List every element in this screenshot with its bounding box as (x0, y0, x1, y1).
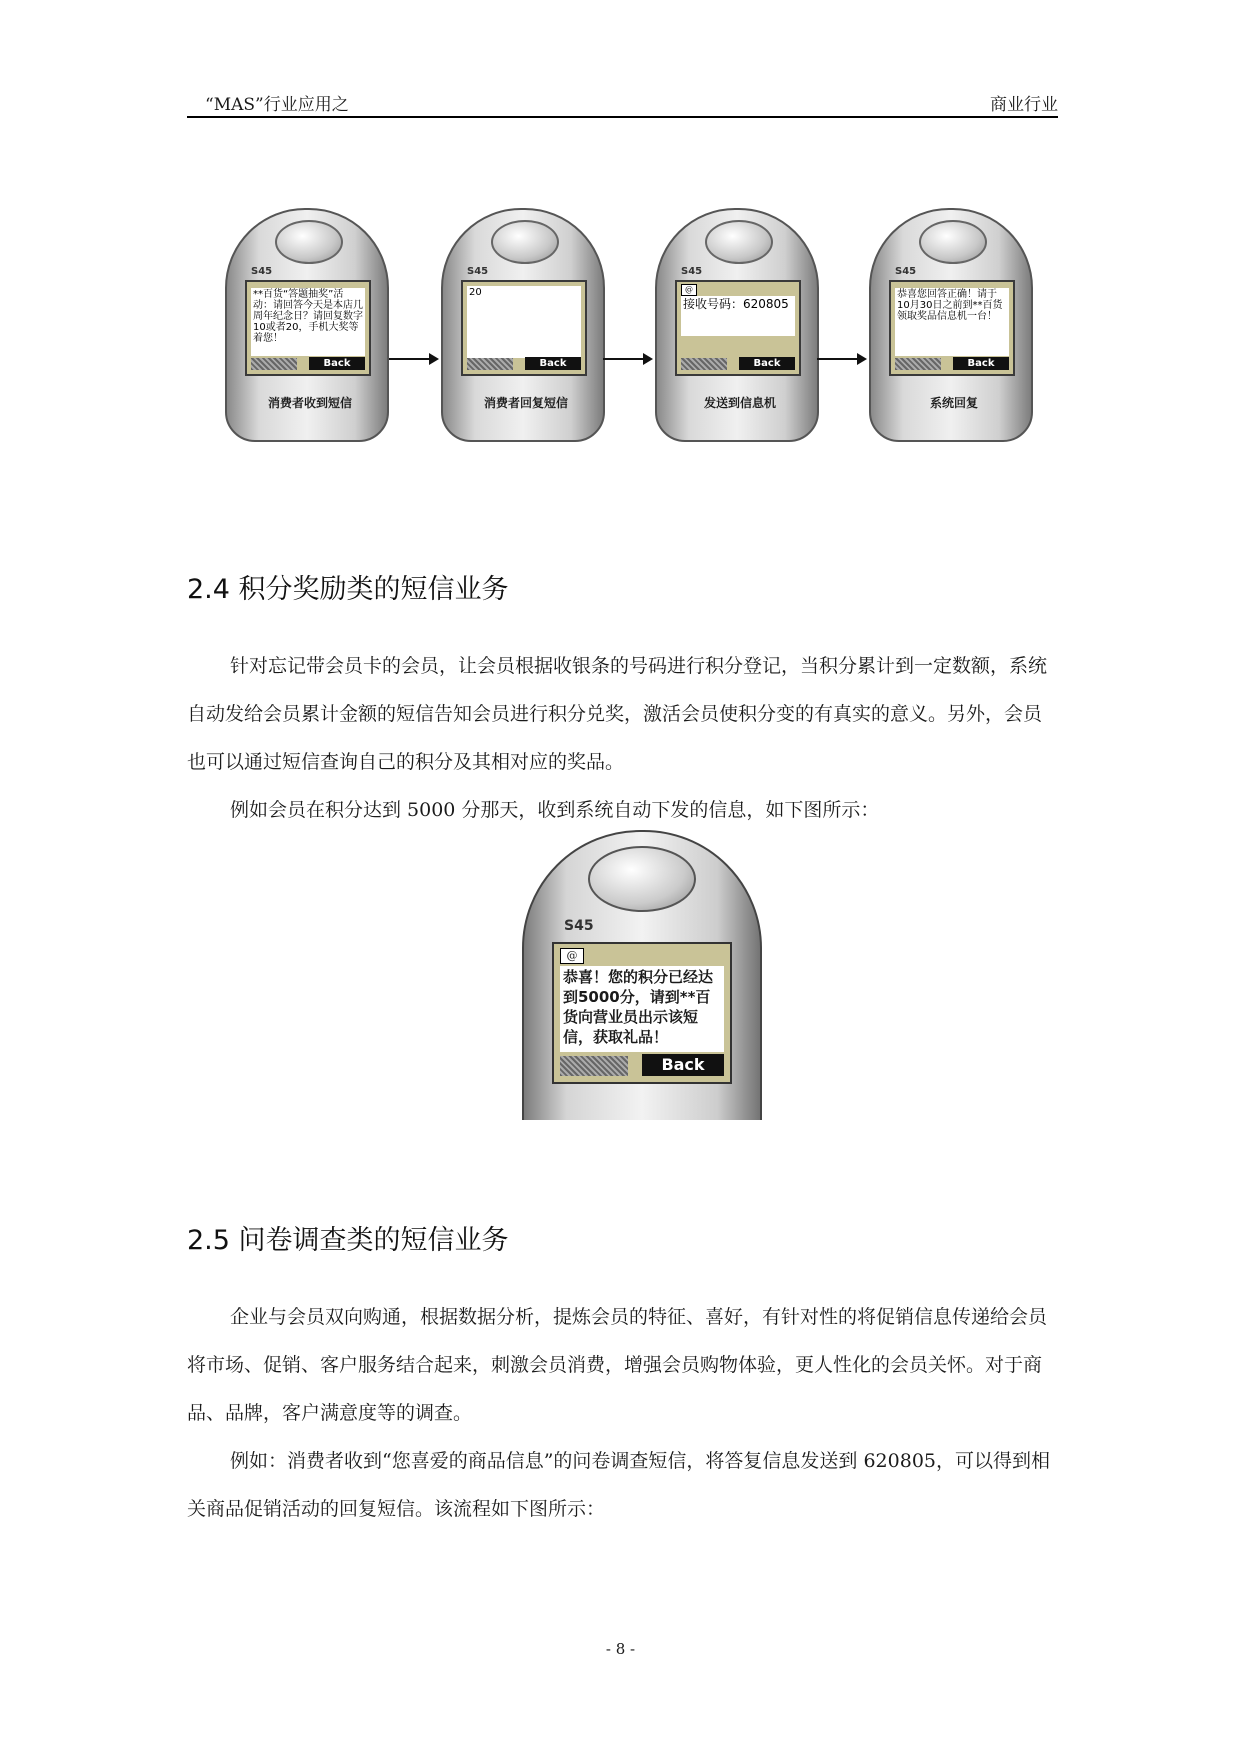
flow-caption: 发送到信息机 (703, 396, 776, 410)
soft-key (467, 358, 513, 370)
phone-screen (245, 280, 371, 376)
paragraph-text: 针对忘记带会员卡的会员，让会员根据收银条的号码进行积分登记，当积分累计到一定数额，系统自动发给会员累计金额的短信告知会员进行积分兑奖，激活会员使积分变的有真实的意义。另外，会员也可以通过短信查询自己的积分及其相对应的奖品。 (187, 655, 1048, 773)
phone-model: S45 (467, 266, 489, 277)
paragraph-text: 企业与会员双向购通，根据数据分析，提炼会员的特征、喜好，有针对性的将促销信息传递给会员将市场、促销、客户服务结合起来，刺激会员消费，增强会员购物体验，更人性化的会员关怀。对于商品、品牌，客户满意度等的调查。 (187, 1306, 1048, 1424)
header-right-title: 商业行业 (990, 95, 1058, 115)
section-2-4-paragraph-2 (187, 786, 1058, 834)
page-number: - 8 - (605, 1640, 636, 1658)
soft-key (560, 1056, 628, 1076)
flow-phone-4 (869, 208, 1039, 418)
back-softkey: Back (525, 357, 581, 370)
flow-caption: 系统回复 (929, 396, 978, 410)
back-softkey: Back (739, 357, 795, 370)
header-left-title: “MAS”行业应用之 (205, 95, 349, 115)
phone-screen (552, 942, 732, 1084)
flow-phone-1 (225, 208, 395, 418)
phone-body (522, 830, 762, 1120)
phone-message: **百货“答题抽奖”活动：请回答今天是本店几周年纪念日？请回复数字10或者20，手机大奖等着您！ (251, 288, 365, 356)
paragraph-text: 例如会员在积分达到 5000 分那天，收到系统自动下发的信息，如下图所示： (230, 799, 880, 821)
envelope-icon: @ (681, 284, 697, 296)
arrow-right-icon (817, 358, 865, 360)
phone-model: S45 (895, 266, 917, 277)
section-heading-2-5: 2.5 问卷调查类的短信业务 (187, 1225, 509, 1256)
arrow-right-icon (389, 358, 437, 360)
phone-message: 接收号码：620805 (681, 296, 795, 336)
phone-lens (491, 220, 559, 264)
soft-key (895, 358, 941, 370)
page-header (187, 86, 1058, 118)
back-softkey: Back (953, 357, 1009, 370)
phone-lens (919, 220, 987, 264)
flow-phone-2 (441, 208, 611, 418)
phone-lens (705, 220, 773, 264)
soft-key (251, 358, 297, 370)
phone-lens (588, 846, 696, 912)
section-2-5-paragraph-2 (187, 1437, 1058, 1533)
flow-phone-3 (655, 208, 825, 418)
section-2-5-paragraph-1 (187, 1293, 1058, 1437)
soft-key (681, 358, 727, 370)
phone-screen (675, 280, 801, 376)
phone-screen (461, 280, 587, 376)
back-softkey: Back (642, 1054, 724, 1076)
envelope-icon: @ (560, 948, 584, 964)
phone-message: 恭喜您回答正确！请于10月30日之前到**百货领取奖品信息机一台！ (895, 288, 1009, 356)
phone-lens (275, 220, 343, 264)
phone-model: S45 (251, 266, 273, 277)
paragraph-text: 例如：消费者收到“您喜爱的商品信息”的问卷调查短信，将答复信息发送到 620805，可以得到相关商品促销活动的回复短信。该流程如下图所示： (187, 1450, 1050, 1520)
phone-model: S45 (681, 266, 703, 277)
section-2-4-paragraph-1 (187, 642, 1058, 786)
flow-caption: 消费者回复短信 (483, 396, 568, 410)
flow-caption: 消费者收到短信 (267, 396, 352, 410)
section-heading-2-4: 2.4 积分奖励类的短信业务 (187, 574, 509, 605)
phone-message: 20 (467, 286, 581, 358)
back-softkey: Back (309, 357, 365, 370)
points-sms-phone (522, 830, 762, 1120)
sms-flow-figure (225, 208, 1055, 458)
phone-screen (889, 280, 1015, 376)
phone-message: 恭喜！您的积分已经达到5000分，请到**百货向营业员出示该短信，获取礼品！ (560, 966, 724, 1052)
phone-model: S45 (564, 918, 594, 934)
arrow-right-icon (603, 358, 651, 360)
